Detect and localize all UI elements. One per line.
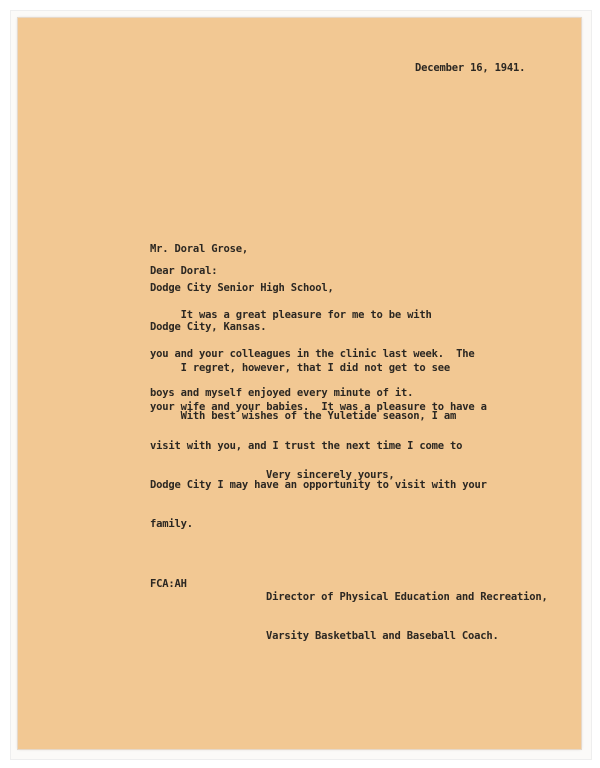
body-paragraph bbox=[150, 384, 456, 436]
address-line: Mr. Doral Grose, bbox=[150, 243, 248, 255]
paragraph-line: you and your colleagues in the clinic last week. The bbox=[150, 348, 475, 360]
complimentary-closing: Very sincerely yours, bbox=[266, 469, 395, 481]
signature-title-line: Director of Physical Education and Recreation, bbox=[266, 591, 548, 603]
address-line: Dodge City, Kansas. bbox=[150, 321, 267, 333]
paragraph-line: Dodge City I may have an opportunity to visit with your bbox=[150, 479, 487, 491]
address-line: Dodge City Senior High School, bbox=[150, 282, 334, 294]
letter-date: December 16, 1941. bbox=[415, 62, 526, 74]
paragraph-line: With best wishes of the Yuletide season, I am bbox=[150, 410, 457, 422]
paragraph-line: your wife and your babies. It was a pleasure to have a bbox=[150, 401, 487, 413]
paragraph-line: visit with you, and I trust the next time I come to bbox=[150, 440, 463, 452]
signature-title-line: Varsity Basketball and Baseball Coach. bbox=[266, 630, 499, 642]
body-paragraph bbox=[150, 336, 487, 544]
typist-initials: FCA:AH bbox=[150, 578, 187, 590]
paragraph-line: It was a great pleasure for me to be with bbox=[150, 309, 432, 321]
salutation: Dear Doral: bbox=[150, 265, 218, 277]
paragraph-line: family. bbox=[150, 518, 193, 530]
paragraph-line: I regret, however, that I did not get to see bbox=[150, 362, 450, 374]
paragraph-line: boys and myself enjoyed every minute of it. bbox=[150, 387, 414, 399]
signature-block bbox=[266, 565, 548, 656]
